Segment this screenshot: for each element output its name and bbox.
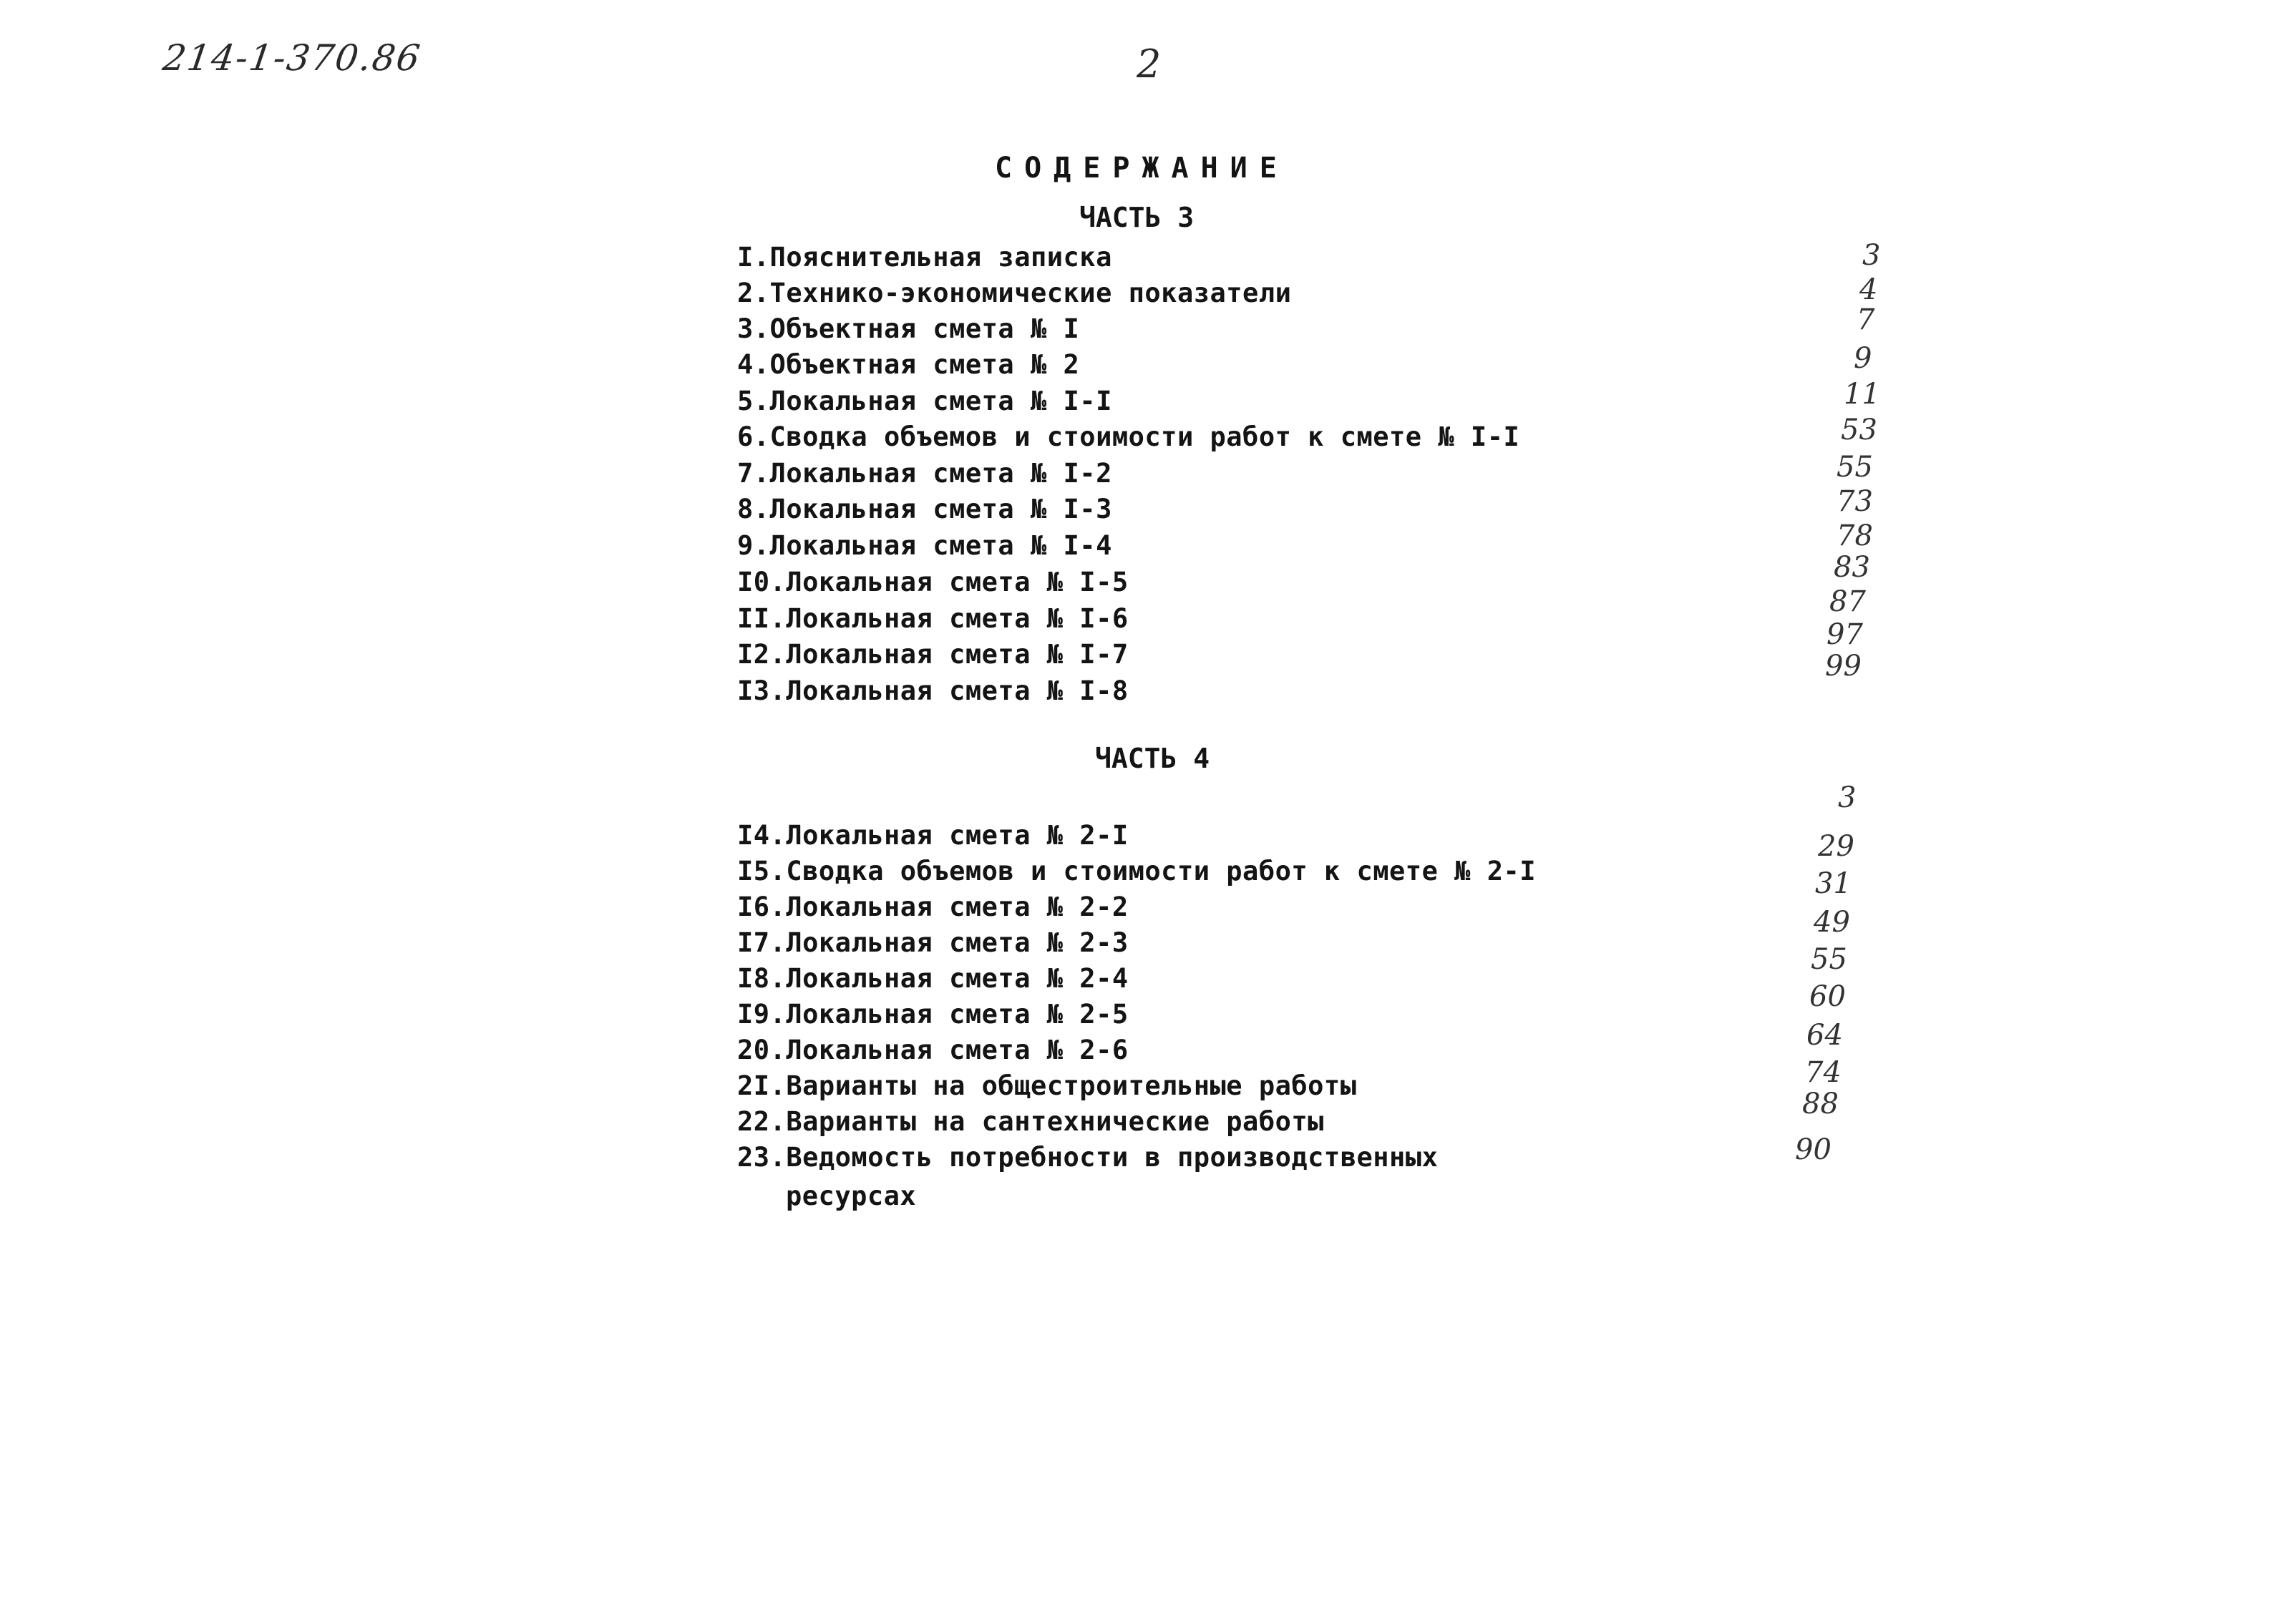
toc-entry: I2.Локальная смета № I-7: [737, 639, 1129, 670]
toc-entry-page: 60: [1809, 980, 1846, 1013]
toc-entry-page: 73: [1837, 485, 1873, 518]
toc-entry-page: 53: [1841, 414, 1877, 446]
toc-entry-page: 55: [1837, 451, 1873, 484]
toc-entry: 5.Локальная смета № I-I: [737, 386, 1112, 416]
toc-entry-page: 9: [1854, 342, 1872, 375]
toc-entry: I5.Сводка объемов и стоимости работ к смете № 2-I: [737, 856, 1537, 886]
toc-entry: I0.Локальная смета № I-5: [737, 567, 1129, 597]
toc-entry-page: 83: [1834, 551, 1870, 584]
toc-entry: I3.Локальная смета № I-8: [737, 675, 1129, 706]
toc-entry: 4.Объектная смета № 2: [737, 349, 1080, 380]
toc-entry: I7.Локальная смета № 2-3: [737, 927, 1129, 958]
toc-entry: 9.Локальная смета № I-4: [737, 530, 1112, 561]
toc-entry-continuation: ресурсах: [786, 1181, 917, 1211]
part-3-heading: ЧАСТЬ 3: [1079, 202, 1195, 233]
toc-entry-page: 3: [1862, 239, 1881, 272]
toc-entry-page: 55: [1811, 943, 1847, 976]
toc-entry-page: 74: [1805, 1056, 1842, 1089]
part-4-heading: ЧАСТЬ 4: [1095, 743, 1210, 774]
document-code: 214-1-370.86: [160, 37, 424, 79]
toc-entry: I6.Локальная смета № 2-2: [737, 892, 1129, 922]
toc-title: СОДЕРЖАНИЕ: [995, 152, 1289, 185]
toc-entry-page: 90: [1795, 1133, 1832, 1166]
toc-entry-page: 88: [1802, 1088, 1839, 1120]
toc-entry-page: 99: [1825, 650, 1862, 683]
toc-entry: 20.Локальная смета № 2-6: [737, 1035, 1129, 1065]
toc-entry-page: 78: [1837, 519, 1873, 552]
toc-entry-page: 87: [1829, 585, 1866, 618]
toc-entry: 2.Технико-экономические показатели: [737, 278, 1292, 308]
toc-entry-page: 31: [1815, 867, 1852, 900]
toc-entry-page: 64: [1806, 1019, 1843, 1052]
toc-entry: 3.Объектная смета № I: [737, 313, 1080, 344]
toc-entry: 8.Локальная смета № I-3: [737, 494, 1112, 524]
page-number: 2: [1137, 41, 1162, 87]
toc-entry: 23.Ведомость потребности в производственных: [737, 1142, 1439, 1173]
toc-entry: II.Локальная смета № I-6: [737, 603, 1129, 634]
toc-entry-page: 97: [1826, 618, 1863, 651]
toc-entry: 2I.Варианты на общестроительные работы: [737, 1070, 1357, 1101]
toc-entry-page: 3: [1838, 781, 1857, 814]
toc-entry-page: 7: [1857, 303, 1875, 336]
toc-entry-page: 11: [1844, 378, 1880, 411]
toc-entry: I4.Локальная смета № 2-I: [737, 820, 1129, 851]
toc-entry: I8.Локальная смета № 2-4: [737, 963, 1129, 994]
toc-entry-page: 49: [1814, 906, 1850, 939]
toc-entry: 22.Варианты на сантехнические работы: [737, 1106, 1324, 1137]
toc-entry: I9.Локальная смета № 2-5: [737, 999, 1129, 1030]
toc-entry-page: 29: [1818, 830, 1854, 863]
toc-entry: I.Пояснительная записка: [737, 242, 1112, 273]
toc-entry: 7.Локальная смета № I-2: [737, 458, 1112, 489]
toc-entry-page: 4: [1859, 273, 1878, 306]
toc-entry: 6.Сводка объемов и стоимости работ к смете № I-I: [737, 421, 1520, 452]
